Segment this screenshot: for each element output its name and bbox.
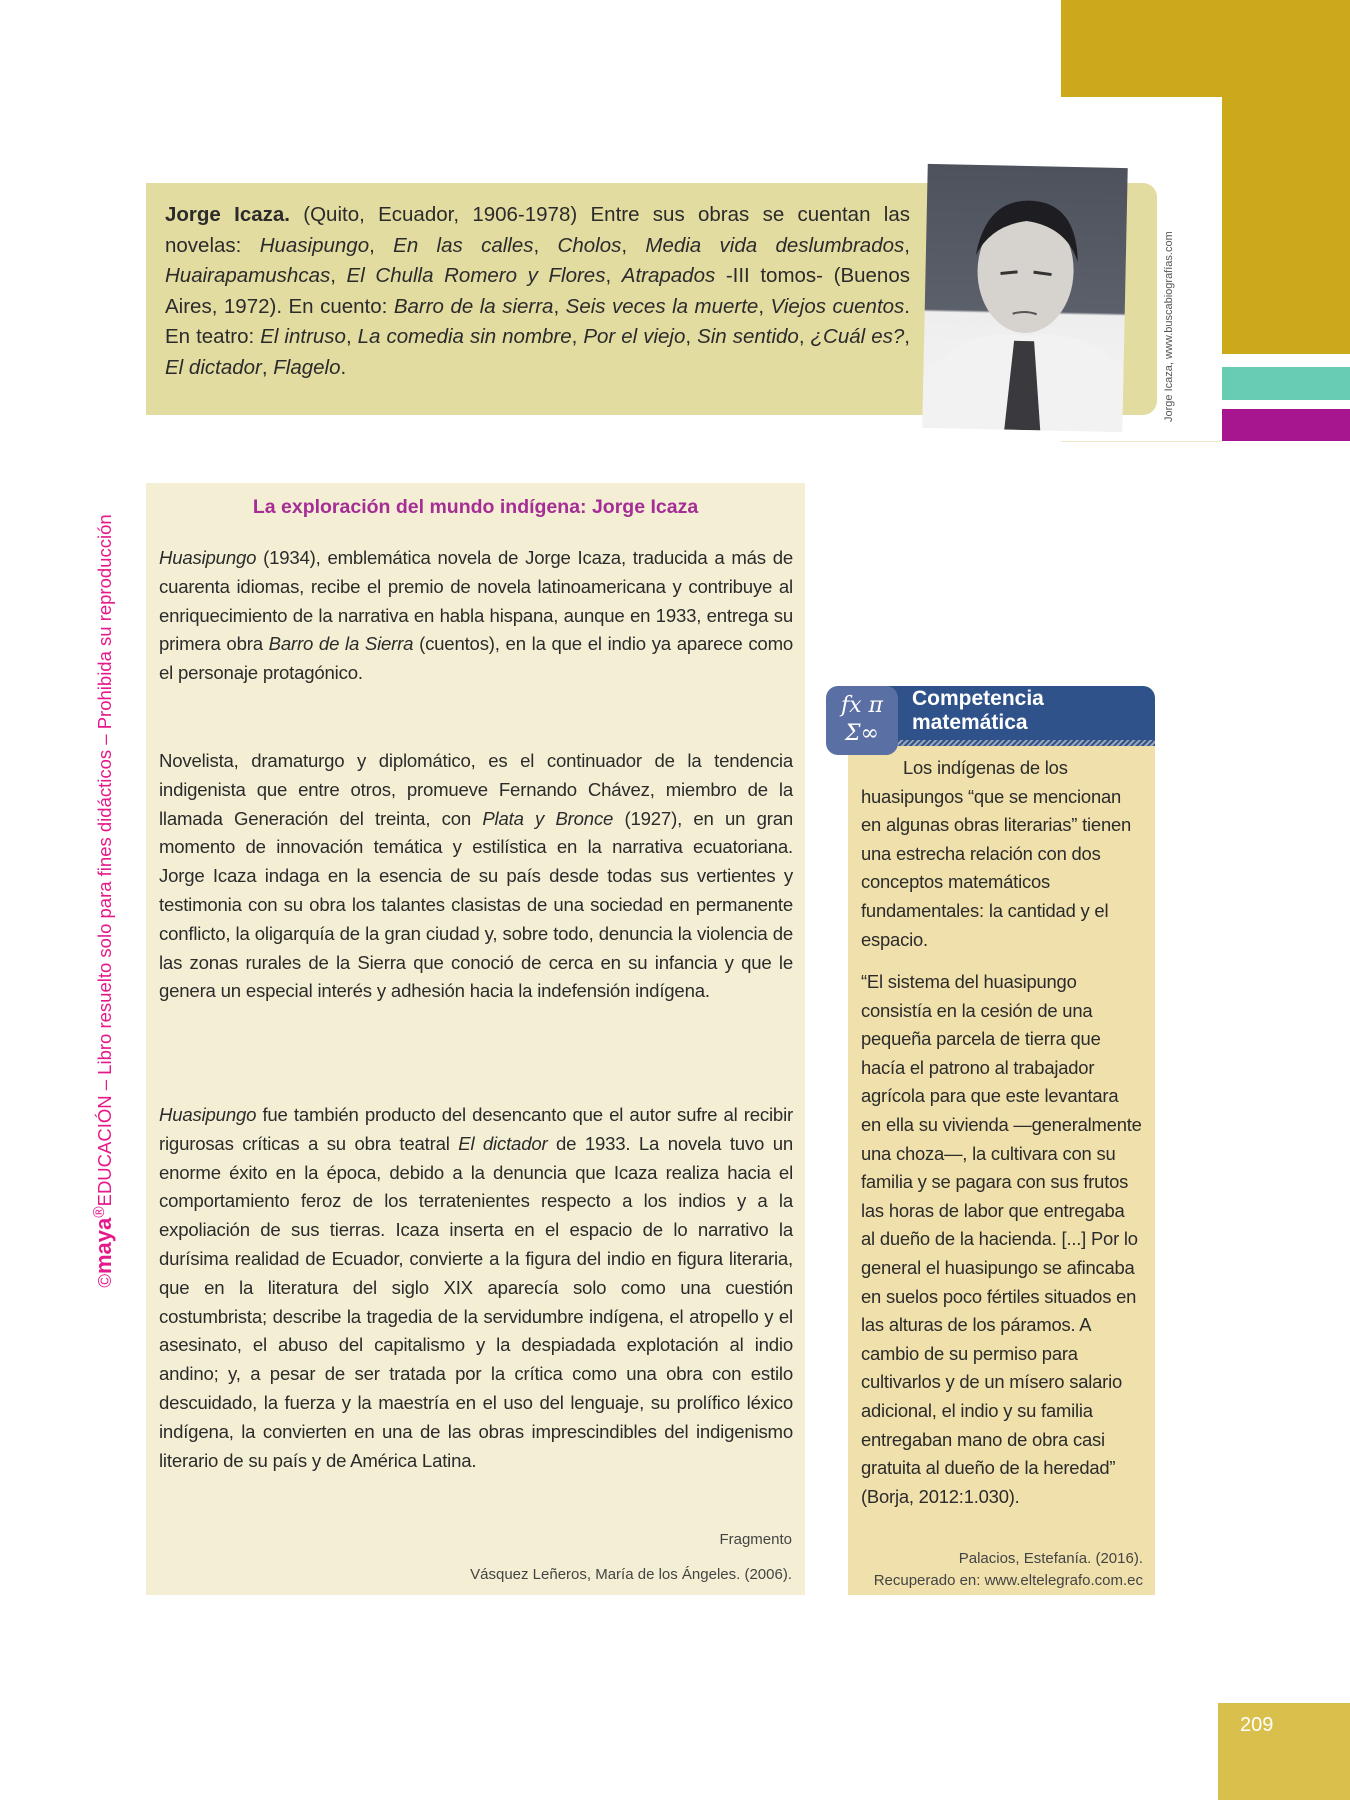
text-segment: . En teatro: [165,294,910,348]
work-title: La comedia sin nombre [357,325,572,348]
copyright-symbol: © [94,1274,116,1288]
work-title: En las calles [393,233,534,257]
text-segment: , [571,325,584,348]
reading-title: La exploración del mundo indígena: Jorge Icaza [252,496,699,518]
photo-credit [1163,222,1183,422]
text-segment: , [533,233,558,257]
sidebar-quote: “El sistema del huasipungo consistía en la cesión de una pequeña parcela de tierra que hacía el patrono al trabajador agrícola para que este levantara en ella su vivienda —generalmente una choza—, la cultivara con su familia y se pagara con sus frutos las horas de labor que entregaba al dueño de la hacienda. [...] Por lo general el huasipungo se afincaba en suelos poco fértiles situados en las alturas de los páramos. A cambio de su permiso para cultivarlos y de un mísero salario adicional, el indio y su familia entregaban mano de obra casi gratuita al dueño de la heredad” (Borja, 2012:1.030). [861,971,1142,1507]
text-segment: , [685,325,698,348]
author-photo [922,164,1127,432]
text-segment: , [904,325,910,348]
text-segment: Novelista, dramaturgo y diplomático, es el continuador de la tendencia indigenista que entre otros, promueve Fernando Chávez, miembro de la llamada Generación del treinta, con [159,750,793,829]
decor-magenta-bar [1222,409,1350,441]
title-line: Competencia [912,687,1044,710]
work-title: Por el viejo [583,325,686,348]
work-title: Seis veces la muerte [565,294,759,318]
math-competence-title [912,687,1152,735]
text-segment: , [798,325,811,348]
decor-gold-block [1061,0,1350,97]
page-number-box [1218,1703,1350,1800]
text-segment: , [553,294,566,318]
work-title: Huasipungo [159,547,257,568]
text-segment: de 1933. La novela tuvo un enorme éxito en la época, debido a la denuncia que Icaza realiza hacia el comportamiento feroz de los terratenientes respecto a los indios y a la expoliación de sus tierras. Icaza inserta en el espacio de lo narrativo la durísima realidad de Ecuador, convierte a la figura del indio en figura literaria, que en la literatura del siglo XIX aparecía solo como una cuestión costumbrista; describe la tragedia de la servidumbre indígena, el atropello y el asesinato, el abuso del capitalismo y la despiadada explotación al indio andino; y, a pesar de ser tratada por la crítica como una obra con estilo descuidado, la fuerza y la maestría en el uso del lenguaje, su prolífico léxico indígena, la convierten en una de las obras imprescindibles del indigenismo literario de su país y de América Latina. [159,1132,793,1471]
work-title: El dictador [165,355,262,379]
work-title: El intruso [260,325,346,348]
work-title: Media vida deslumbrados [645,233,905,257]
sidebar-paragraph: Los indígenas de los huasipungos “que se mencionan en algunas obras literarias” tienen una estrecha relación con dos conceptos matemáticos fundamentales: la cantidad y el espacio. [861,757,1132,950]
citation-line: Palacios, Estefanía. (2016). [958,1550,1143,1567]
text-segment: . [340,355,347,379]
decor-line [1061,441,1222,442]
work-title: Huasipungo [259,233,370,257]
work-title: El Chulla Romero y Flores [346,264,606,287]
work-title: Cholos [557,233,622,257]
text-segment: , [261,355,274,379]
text-segment: fue también producto del desencanto que el autor sufre al recibir rigurosas críticas a su obra teatral [159,1104,793,1154]
text-segment: , [330,264,347,287]
decor-gold-bar [1222,97,1350,354]
work-title: Huairapamushcas [165,264,331,287]
reading-paragraph [159,544,793,688]
page-number: 209 [1240,1714,1274,1736]
work-title: Atrapados [621,264,716,287]
header-hatch-divider [898,740,1155,746]
text-segment: , [345,325,358,348]
text-segment: -III tomos- (Buenos Aires, 1972). En cuento: [165,264,910,318]
author-name: Jorge Icaza. [165,203,290,226]
citation-line: Recuperado en: www.eltelegrafo.com.ec [873,1572,1143,1589]
author-bio-text [165,200,910,383]
work-title: Barro de la Sierra [268,633,414,655]
text-segment: (1927), en un gran momento de innovación temática y estilística en la narrativa ecuatoriana. Jorge Icaza indaga en la esencia de su país desde todas sus vertientes y testimonia con su obra los talantes clasistas de una sociedad en permanente conflicto, la oligarquía de la gran ciudad y, sobre todo, denuncia la violencia de las zonas rurales de la Sierra que conoció de cerca en su infancia y que le genera un especial interés y adhesión hacia la indefensión indígena. [159,807,793,1002]
fragment-label: Fragmento [719,1531,792,1548]
sidebar-citation [861,1548,1143,1592]
text-segment: , [605,264,622,287]
math-symbols-icon [826,686,898,755]
reading-paragraph [159,1101,793,1475]
work-title: ¿Cuál es? [810,325,905,348]
text-segment: , [904,233,910,257]
title-line: matemática [912,711,1028,734]
reading-paragraph [159,747,793,1006]
work-title: Viejos cuentos [770,294,905,318]
text-segment: , [621,233,646,257]
text-segment: (Quito, Ecuador, 1906-1978) Entre sus obras se cuentan las novelas: [165,203,910,257]
text-segment: (1934), emblemática novela de Jorge Icaza, traducida a más de cuarenta idiomas, recibe el premio de novela latinoamericana y contribuye al enriquecimiento de la narrativa en habla hispana, aunque en 1933, entrega su primera obra [159,547,793,655]
copyright-text: EDUCACIÓN – Libro resuelto solo para fines didácticos – Prohibida su reproducción [94,514,116,1207]
math-symbols-glyphs: fx π Σ∞ [840,693,883,746]
reading-citation: Vásquez Leñeros, María de los Ángeles. (2006). [470,1566,792,1583]
copyright-notice [86,486,117,1316]
registered-mark: ® [91,1206,108,1218]
brand-logo: maya [91,1217,117,1275]
work-title: Barro de la sierra [393,294,554,318]
text-segment: (cuentos), en la que el indio ya aparece como el personaje protagónico. [159,633,793,684]
work-title: Flagelo [273,355,341,379]
portrait-illustration [922,164,1127,432]
text-segment: , [369,233,394,257]
work-title: Sin sentido [697,325,799,348]
work-title: Huasipungo [159,1104,257,1125]
photo-credit-text: Jorge Icaza, www.buscabiografías.com [1163,231,1175,422]
work-title: El dictador [458,1132,548,1154]
text-segment: , [758,294,771,318]
decor-teal-bar [1222,367,1350,400]
work-title: Plata y Bronce [482,807,614,829]
